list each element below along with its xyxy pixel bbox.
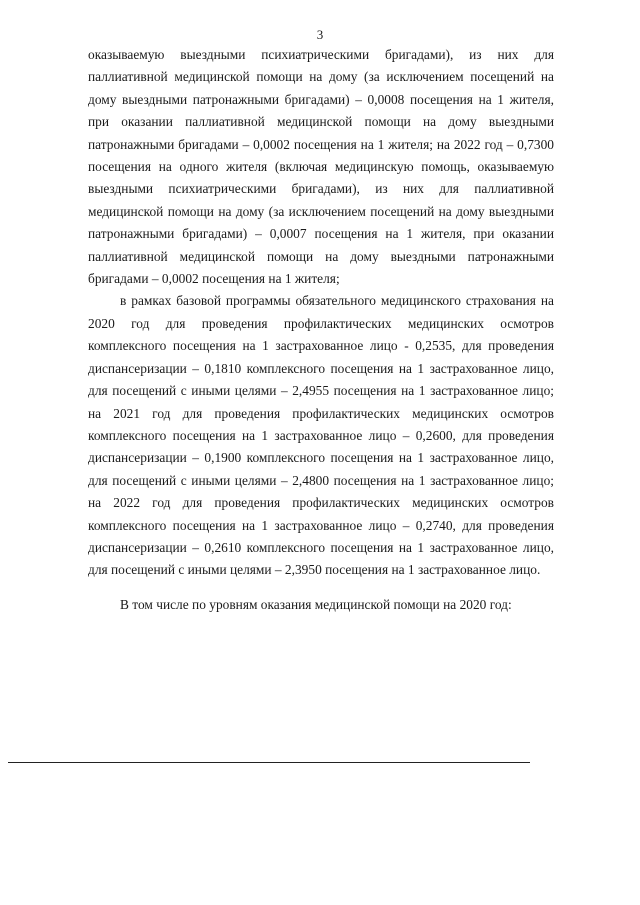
page-number: 3 [316,27,324,42]
paragraph-compulsory-insurance-program: в рамках базовой программы обязательного медицинского страхования на 2020 год для проведения профилактических медицинских осмотров комплексного посещения на 1 застрахованное лицо - 0,2535, для проведения диспансеризации – 0,1810 комплексного посещения на 1 застрахованное лицо, для посещений с иными целями – 2,4955 посещения на 1 застрахованное лицо; на 2021 год для проведения профилактических медицинских осмотров комплексного посещения на 1 застрахованное лицо – 0,2600, для проведения диспансеризации – 0,1900 комплексного посещения на 1 застрахованное лицо, для посещений с иными целями – 2,4800 посещения на 1 застрахованное лицо; на 2022 год для проведения профилактических медицинских осмотров комплексного посещения на 1 застрахованное лицо – 0,2740, для проведения диспансеризации – 0,2610 комплексного посещения на 1 застрахованное лицо, для посещений с иными целями – 2,3950 посещения на 1 застрахованное лицо. [88,293,554,578]
paragraph-outpatient-visits-continued: оказываемую выездными психиатрическими бригадами), из них для паллиативной медицинской помощи на дому (за исключением посещений на дому выездными патронажными бригадами) – 0,0008 посещения на 1 жителя, при оказании паллиативной медицинской помощи на дому выездными патронажными бригадами – 0,0002 посещения на 1 жителя; на 2022 год – 0,7300 посещения на одного жителя (включая медицинскую помощь, оказываемую выездными психиатрическими бригадами), из них для паллиативной медицинской помощи на дому (за исключением посещений на дому выездными патронажными бригадами) – 0,0007 посещения на 1 жителя, при оказании паллиативной медицинской помощи на дому выездными патронажными бригадами – 0,0002 посещения на 1 жителя; [88,47,554,287]
paragraph-care-levels-intro: В том числе по уровням оказания медицинской помощи на 2020 год: [120,596,512,612]
document-body [88,44,554,616]
footnote-separator-line [8,762,530,763]
